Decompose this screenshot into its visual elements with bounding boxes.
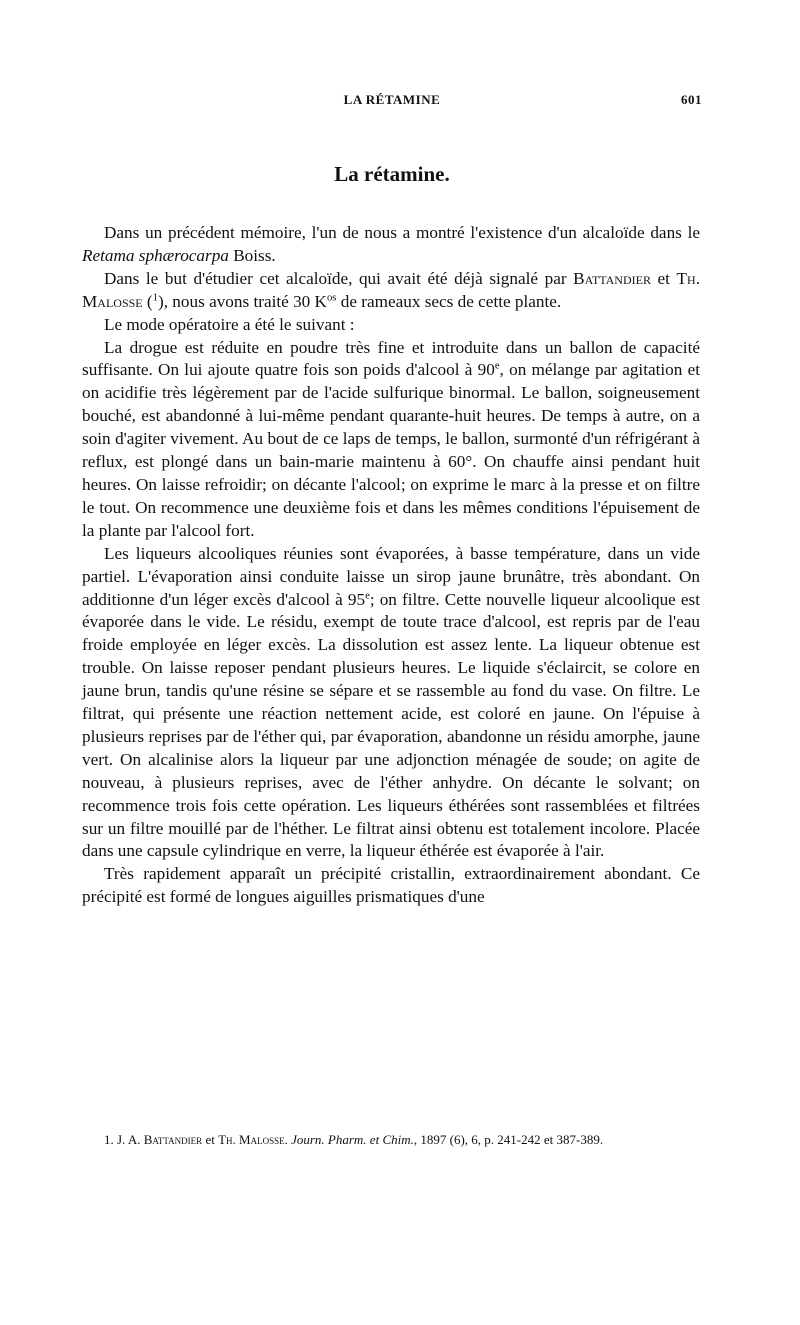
- superscript: os: [326, 291, 337, 303]
- paragraph-1: [82, 222, 700, 268]
- running-title: LA RÉTAMINE: [343, 92, 441, 107]
- author-name: Th. Malosse: [82, 268, 701, 311]
- footnote: [82, 1130, 700, 1150]
- text: ; on filtre. Cette nouvelle liqueur alcoolique est évaporée dans le vide. Le résidu, exempt de toute trace d'alcool, est repris par de l'eau froide employée en léger excès. La dissolution est assez lente. La liqueur obtenue est trouble. On laisse reposer pendant plusieurs heures. Le liquide s'éclaircit, se colore en jaune brun, tandis qu'une résine se sépare et se rassemble au fond du vase. On filtre. Le filtrat, qui présente une réaction nettement acide, est coloré en jaune. On l'épuise à plusieurs reprises par de l'éther qui, par évaporation, abandonne un résidu amorphe, jaune vert. On alcalinise alors la liqueur par une adjonction ménagée de soude; on agite de nouveau, à plusieurs reprises, avec de l'éther anhydre. On décante le solvant; on recommence trois fois cette opération. Les liqueurs éthérées sont rassemblées et filtrées sur un filtre mouillé par de l'héther. Le filtrat ainsi obtenu est totalement incolore. Placée dans une capsule cylindrique en verre, la liqueur éthérée est évaporée à l'air.: [82, 589, 701, 861]
- text: , on mélange par agitation et on acidifie très légèrement par de l'acide sulfurique binormal. Le ballon, soigneusement bouché, est abandonné à lui-même pendant quarante-huit heures. De temps à autre, on a soin d'agiter vivement. Au bout de ce laps de temps, le ballon, surmonté d'un réfrigérant à reflux, est plongé dans un bain-marie maintenu à 60°. On chauffe ainsi pendant huit heures. On laisse refroidir; on décante l'alcool; on exprime le marc à la presse et on filtre le tout. On recommence une deuxième fois et dans les mêmes conditions l'épuisement de la plante par l'alcool fort.: [82, 360, 700, 540]
- paragraph-2: [82, 268, 700, 314]
- article-body: [82, 222, 700, 909]
- text: , 1897 (6), 6, p. 241-242 et 387-389.: [413, 1132, 604, 1147]
- page-number: 601: [681, 92, 702, 107]
- text: .: [284, 1132, 292, 1147]
- superscript: e: [365, 589, 370, 601]
- journal-name: Journ. Pharm. et Chim.: [291, 1132, 414, 1147]
- author-name: Battandier: [143, 1132, 203, 1147]
- footnote-number: 1. J. A.: [104, 1132, 144, 1147]
- text: ), nous avons traité 30 K: [157, 291, 327, 311]
- text: Dans un précédent mémoire, l'un de nous a montré l'existence d'un alcaloïde dans le: [104, 223, 700, 242]
- text: Les liqueurs alcooliques réunies sont évaporées, à basse température, dans un vide partiel. L'évaporation ainsi conduite laisse un sirop jaune brunâtre, très abondant. On additionne d'un léger excès d'alcool à 95: [82, 543, 700, 609]
- superscript: e: [494, 360, 500, 372]
- text: Boiss.: [228, 245, 276, 265]
- footnote-mark: 1: [152, 291, 158, 303]
- text: et: [202, 1132, 219, 1147]
- running-head: [82, 92, 702, 112]
- author-name: Battandier: [573, 268, 651, 288]
- article-title: La rétamine.: [334, 162, 450, 186]
- species-name: Retama sphærocarpa: [82, 245, 229, 265]
- text: Dans le but d'étudier cet alcaloïde, qui avait été déjà signalé par: [104, 268, 574, 288]
- footnote-1: [82, 1130, 700, 1150]
- paragraph-5: [82, 543, 700, 864]
- paragraph-3: Le mode opératoire a été le suivant :: [104, 314, 355, 334]
- text: (: [142, 291, 153, 311]
- paragraph-6: Très rapidement apparaît un précipité cristallin, extraordinairement abondant. Ce précipité est formé de longues aiguilles prismatiques d'une: [82, 864, 700, 907]
- text: La drogue est réduite en poudre très fine et introduite dans un ballon de capacité suffisante. On lui ajoute quatre fois son poids d'alcool à 90: [82, 337, 700, 380]
- text: et: [650, 268, 677, 288]
- author-name: Th. Malosse: [218, 1132, 285, 1147]
- paragraph-4: [82, 337, 700, 543]
- text: de rameaux secs de cette plante.: [336, 291, 562, 311]
